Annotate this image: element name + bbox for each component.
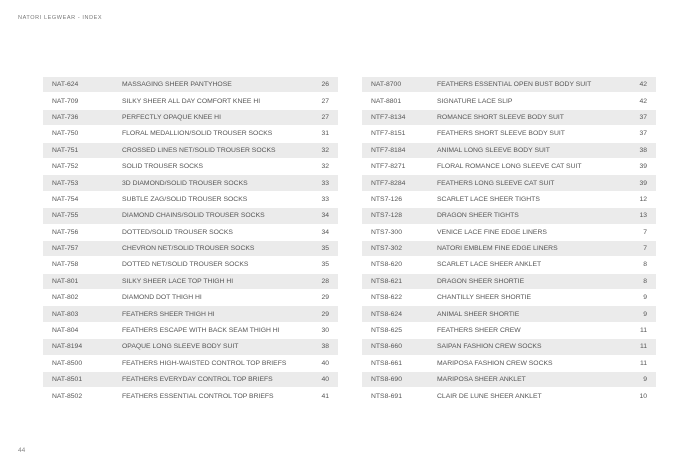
page-reference: 40	[321, 359, 329, 367]
product-name: FEATHERS LONG SLEEVE CAT SUIT	[437, 179, 555, 187]
table-row	[362, 175, 656, 191]
product-name: SILKY SHEER ALL DAY COMFORT KNEE HI	[122, 97, 261, 105]
product-name: FEATHERS ESSENTIAL CONTROL TOP BRIEFS	[122, 392, 274, 400]
page-reference: 7	[643, 245, 647, 253]
page-reference: 8	[643, 277, 647, 285]
product-name: 3D DIAMOND/SOLID TROUSER SOCKS	[122, 179, 248, 187]
page-reference: 42	[639, 81, 647, 89]
product-code: NTF7-8271	[371, 163, 406, 171]
page-reference: 40	[321, 376, 329, 384]
table-row	[362, 306, 656, 322]
product-name: FEATHERS ESSENTIAL OPEN BUST BODY SUIT	[437, 81, 592, 89]
page-reference: 26	[321, 81, 329, 89]
product-name: CHANTILLY SHEER SHORTIE	[437, 294, 532, 302]
page-reference: 8	[643, 261, 647, 269]
product-code: NTS7-300	[371, 228, 402, 236]
page-reference: 34	[321, 212, 329, 220]
page-reference: 32	[321, 163, 329, 171]
product-name: FEATHERS SHORT SLEEVE BODY SUIT	[437, 130, 565, 138]
page-reference: 35	[321, 245, 329, 253]
product-code: NAT-8194	[52, 343, 83, 351]
table-row	[362, 257, 656, 273]
product-name: DIAMOND CHAINS/SOLID TROUSER SOCKS	[122, 212, 265, 220]
table-row	[362, 208, 656, 224]
page-reference: 13	[639, 212, 647, 220]
product-code: NAT-804	[52, 327, 79, 335]
product-code: NAT-758	[52, 261, 79, 269]
product-code: NTS7-128	[371, 212, 402, 220]
page-reference: 34	[321, 228, 329, 236]
table-row	[362, 323, 656, 339]
product-code: NAT-757	[52, 245, 79, 253]
product-code: NTF7-8134	[371, 113, 406, 121]
table-row	[43, 126, 338, 142]
product-code: NAT-756	[52, 228, 79, 236]
table-row	[362, 225, 656, 241]
product-name: SILKY SHEER LACE TOP THIGH HI	[122, 277, 234, 285]
product-name: SCARLET LACE SHEER ANKLET	[437, 261, 542, 269]
product-name: PERFECTLY OPAQUE KNEE HI	[122, 113, 221, 121]
table-row	[362, 241, 656, 257]
table-row	[362, 290, 656, 306]
product-code: NTF7-8151	[371, 130, 406, 138]
product-name: SUBTLE ZAG/SOLID TROUSER SOCKS	[122, 195, 248, 203]
page-reference: 32	[321, 146, 329, 154]
page-reference: 37	[639, 130, 647, 138]
index-table-right	[362, 77, 656, 405]
product-code: NAT-8501	[52, 376, 83, 384]
page-reference: 33	[321, 179, 329, 187]
page-reference: 11	[639, 359, 647, 367]
table-row	[362, 192, 656, 208]
product-name: FEATHERS EVERYDAY CONTROL TOP BRIEFS	[122, 376, 273, 384]
product-code: NAT-736	[52, 113, 79, 121]
table-row	[362, 388, 656, 404]
table-row	[362, 339, 656, 355]
product-name: OPAQUE LONG SLEEVE BODY SUIT	[122, 343, 239, 351]
product-code: NTS8-622	[371, 294, 402, 302]
product-name: CROSSED LINES NET/SOLID TROUSER SOCKS	[122, 146, 276, 154]
product-name: CLAIR DE LUNE SHEER ANKLET	[437, 392, 542, 400]
table-row	[362, 110, 656, 126]
page-reference: 39	[639, 163, 647, 171]
product-code: NTS8-660	[371, 343, 402, 351]
product-name: ROMANCE SHORT SLEEVE BODY SUIT	[437, 113, 564, 121]
table-row	[362, 93, 656, 109]
table-row	[362, 372, 656, 388]
page-reference: 9	[643, 310, 647, 318]
product-code: NTS8-690	[371, 376, 402, 384]
table-row	[43, 143, 338, 159]
product-name: DOTTED NET/SOLID TROUSER SOCKS	[122, 261, 249, 269]
table-row	[362, 159, 656, 175]
table-row	[362, 77, 656, 93]
product-name: CHEVRON NET/SOLID TROUSER SOCKS	[122, 245, 255, 253]
product-name: FEATHERS SHEER CREW	[437, 327, 521, 335]
product-code: NAT-709	[52, 97, 79, 105]
product-code: NAT-8700	[371, 81, 402, 89]
table-row	[362, 126, 656, 142]
product-code: NAT-803	[52, 310, 79, 318]
page-reference: 41	[321, 392, 329, 400]
product-name: SOLID TROUSER SOCKS	[122, 163, 204, 171]
page-reference: 42	[639, 97, 647, 105]
product-code: NAT-8500	[52, 359, 83, 367]
page-reference: 37	[639, 113, 647, 121]
table-row	[43, 192, 338, 208]
product-name: ANIMAL SHEER SHORTIE	[437, 310, 520, 318]
table-row	[43, 257, 338, 273]
product-code: NAT-8502	[52, 392, 83, 400]
page-reference: 28	[321, 277, 329, 285]
page-reference: 38	[321, 343, 329, 351]
product-name: FLORAL ROMANCE LONG SLEEVE CAT SUIT	[437, 163, 582, 171]
page-reference: 29	[321, 310, 329, 318]
table-row	[43, 274, 338, 290]
table-row	[362, 356, 656, 372]
product-code: NTS8-621	[371, 277, 402, 285]
page-reference: 12	[639, 195, 647, 203]
table-row	[43, 388, 338, 404]
product-code: NTS8-625	[371, 327, 402, 335]
table-row	[43, 339, 338, 355]
page-number: 44	[18, 447, 26, 454]
product-name: FEATHERS ESCAPE WITH BACK SEAM THIGH HI	[122, 327, 280, 335]
page-reference: 9	[643, 294, 647, 302]
product-code: NAT-624	[52, 81, 79, 89]
product-name: FEATHERS SHEER THIGH HI	[122, 310, 215, 318]
page-reference: 27	[321, 97, 329, 105]
product-code: NTS8-620	[371, 261, 402, 269]
page-reference: 35	[321, 261, 329, 269]
product-name: DRAGON SHEER SHORTIE	[437, 277, 525, 285]
product-name: SAIPAN FASHION CREW SOCKS	[437, 343, 542, 351]
table-row	[43, 356, 338, 372]
table-row	[43, 159, 338, 175]
table-row	[43, 110, 338, 126]
table-row	[43, 290, 338, 306]
product-code: NAT-750	[52, 130, 79, 138]
page-reference: 29	[321, 294, 329, 302]
table-row	[43, 372, 338, 388]
page-reference: 9	[643, 376, 647, 384]
product-name: DIAMOND DOT THIGH HI	[122, 294, 202, 302]
product-name: MARIPOSA SHEER ANKLET	[437, 376, 526, 384]
product-code: NTS8-691	[371, 392, 402, 400]
product-name: VENICE LACE FINE EDGE LINERS	[437, 228, 547, 236]
product-name: SIGNATURE LACE SLIP	[437, 97, 513, 105]
product-code: NTF7-8184	[371, 146, 406, 154]
page-reference: 10	[639, 392, 647, 400]
product-name: MASSAGING SHEER PANTYHOSE	[122, 81, 232, 89]
product-code: NTS7-126	[371, 195, 402, 203]
table-row	[43, 208, 338, 224]
product-name: NATORI EMBLEM FINE EDGE LINERS	[437, 245, 558, 253]
product-code: NAT-801	[52, 277, 79, 285]
table-row	[43, 225, 338, 241]
product-code: NAT-8801	[371, 97, 402, 105]
table-row	[43, 323, 338, 339]
product-code: NTS7-302	[371, 245, 402, 253]
table-row	[43, 77, 338, 93]
table-row	[43, 241, 338, 257]
product-name: ANIMAL LONG SLEEVE BODY SUIT	[437, 146, 550, 154]
product-code: NTF7-8284	[371, 179, 406, 187]
product-code: NAT-754	[52, 195, 79, 203]
table-row	[43, 306, 338, 322]
page-reference: 38	[639, 146, 647, 154]
table-row	[43, 175, 338, 191]
page-reference: 31	[321, 130, 329, 138]
product-name: SCARLET LACE SHEER TIGHTS	[437, 195, 540, 203]
product-code: NAT-755	[52, 212, 79, 220]
table-row	[362, 143, 656, 159]
product-code: NAT-753	[52, 179, 79, 187]
product-code: NAT-752	[52, 163, 79, 171]
product-code: NAT-802	[52, 294, 79, 302]
product-code: NTS8-624	[371, 310, 402, 318]
index-table-left	[43, 77, 338, 405]
table-row	[43, 93, 338, 109]
page-reference: 39	[639, 179, 647, 187]
page-reference: 33	[321, 195, 329, 203]
product-name: MARIPOSA FASHION CREW SOCKS	[437, 359, 553, 367]
product-name: DRAGON SHEER TIGHTS	[437, 212, 519, 220]
product-code: NTS8-661	[371, 359, 402, 367]
product-name: FLORAL MEDALLION/SOLID TROUSER SOCKS	[122, 130, 273, 138]
product-name: DOTTED/SOLID TROUSER SOCKS	[122, 228, 233, 236]
page-header: NATORI LEGWEAR - INDEX	[18, 15, 103, 21]
page-reference: 11	[639, 343, 647, 351]
page-reference: 7	[643, 228, 647, 236]
table-row	[362, 274, 656, 290]
page-reference: 30	[321, 327, 329, 335]
product-code: NAT-751	[52, 146, 79, 154]
page-reference: 27	[321, 113, 329, 121]
product-name: FEATHERS HIGH-WAISTED CONTROL TOP BRIEFS	[122, 359, 287, 367]
page-reference: 11	[639, 327, 647, 335]
